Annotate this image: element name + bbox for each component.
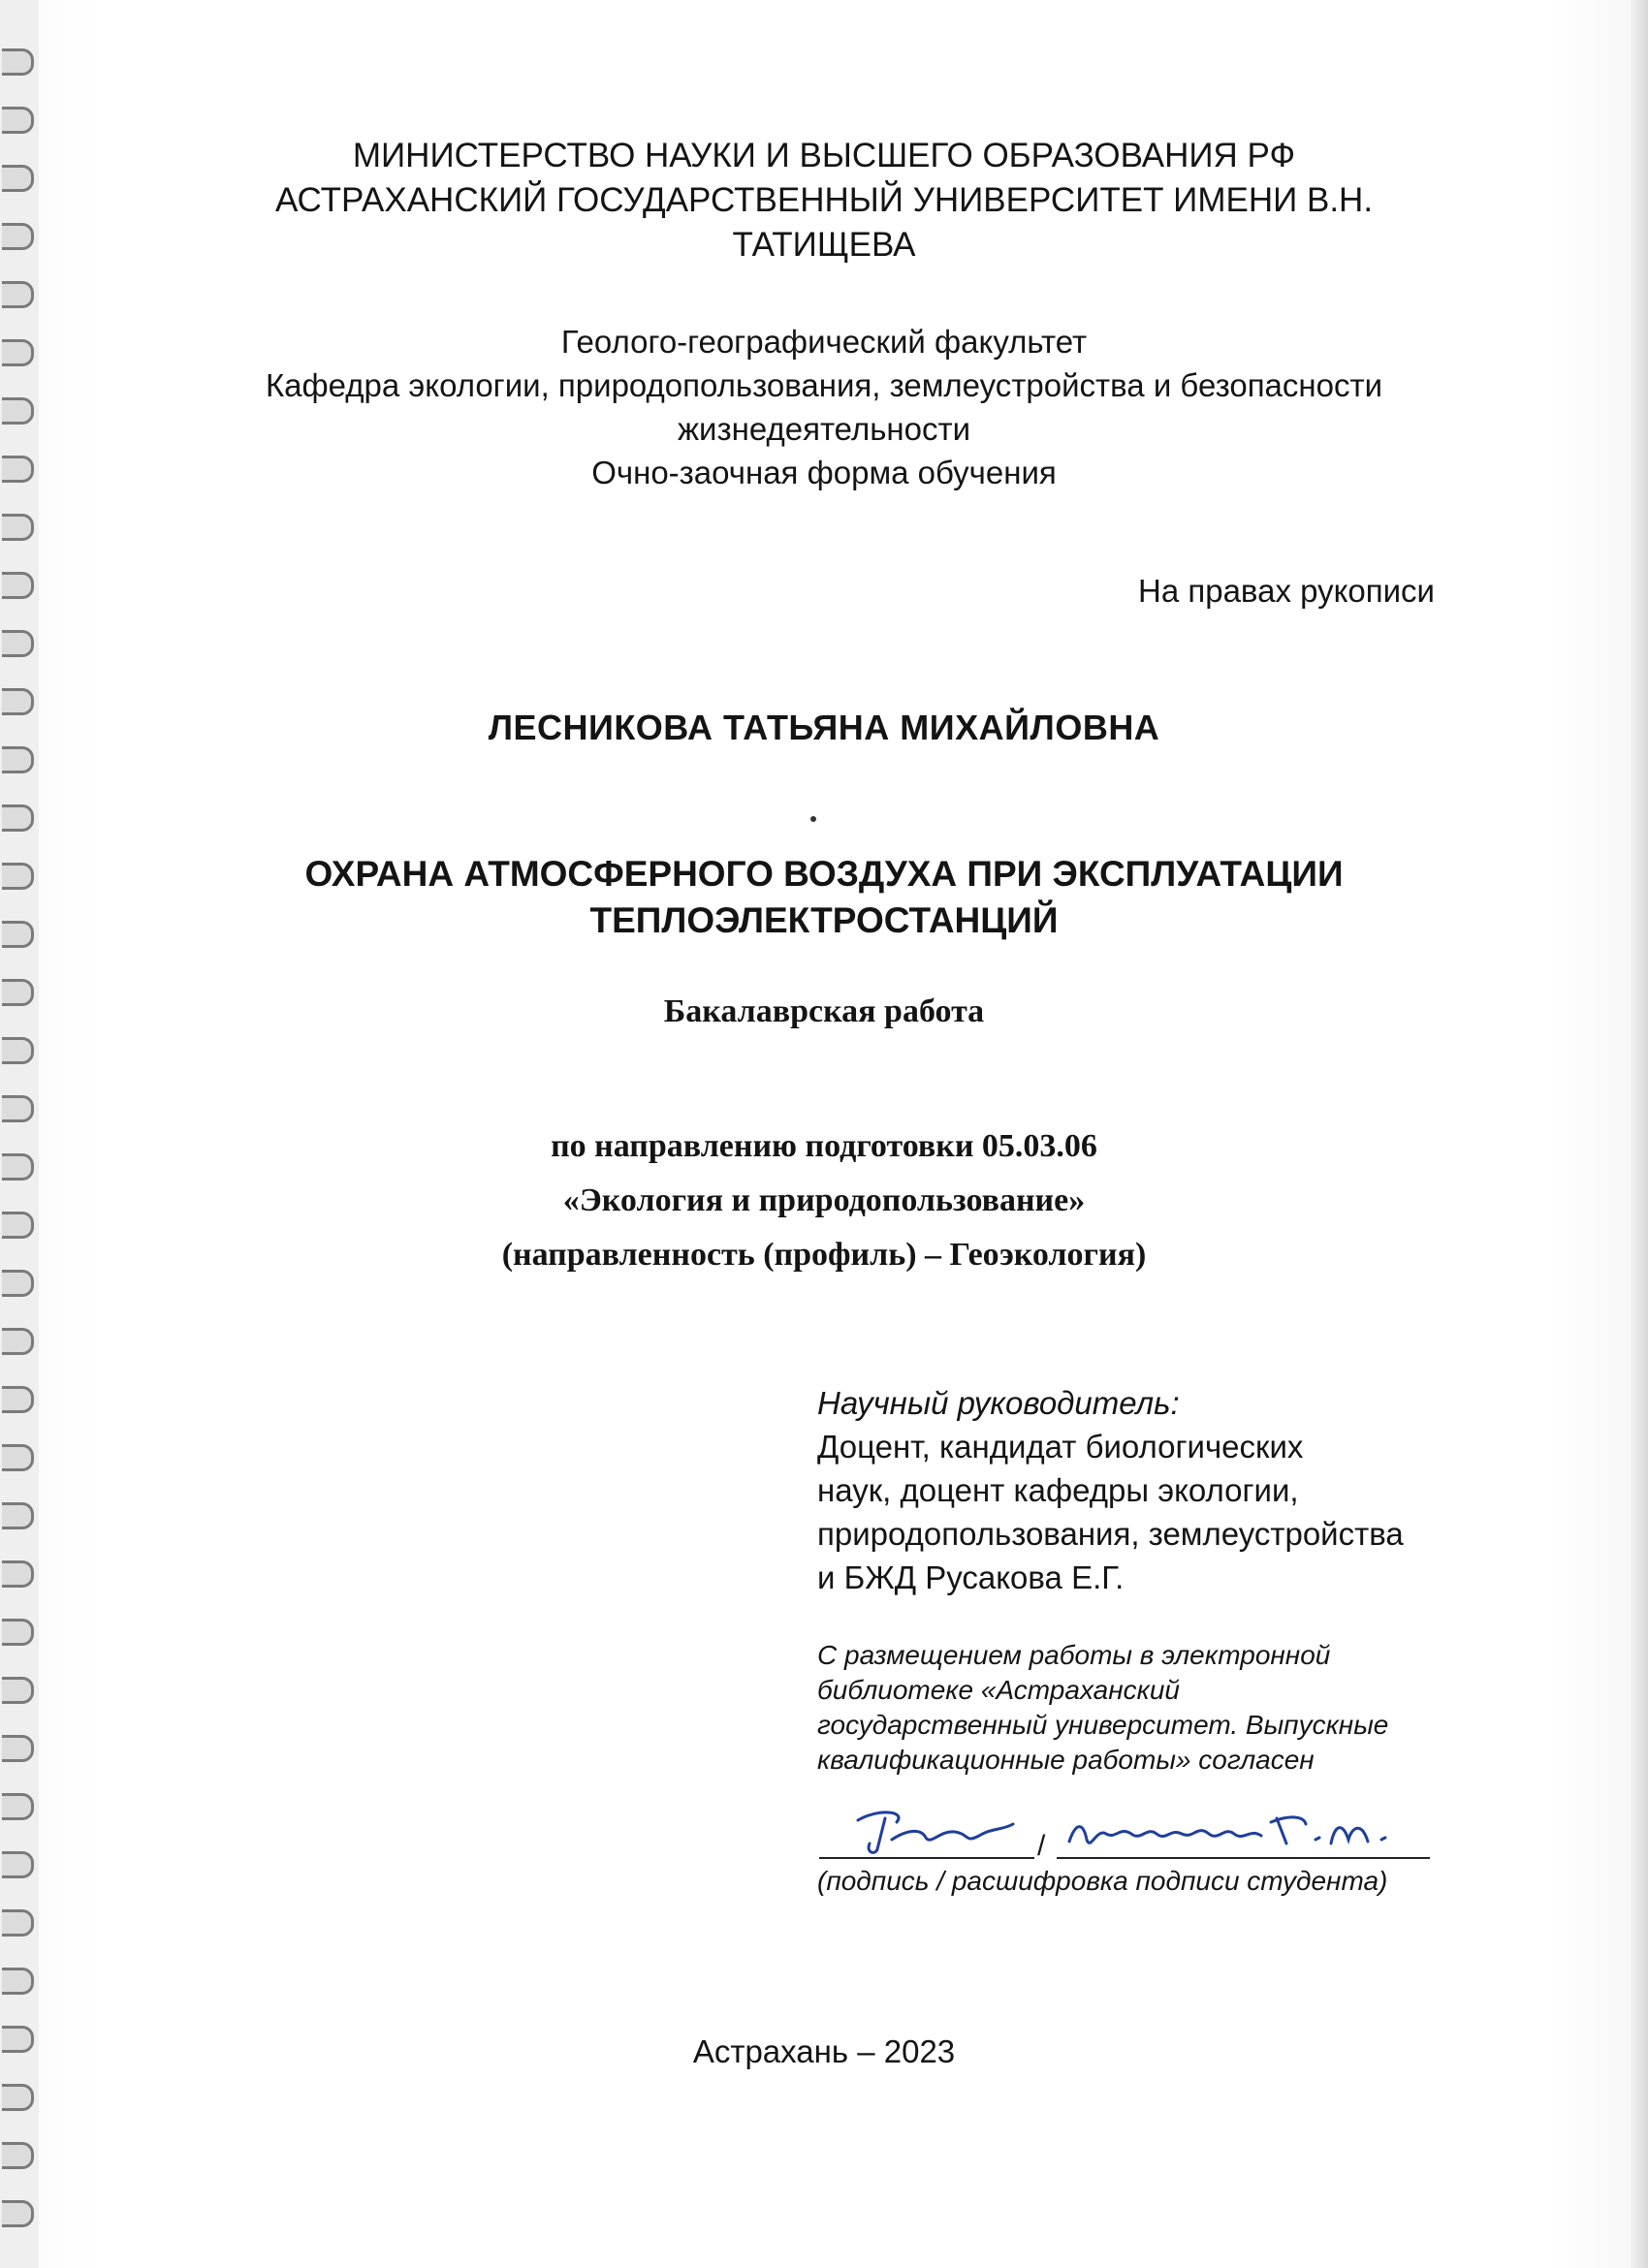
- binding-ring: [2, 921, 34, 948]
- faculty-name: Геолого-географический факультет: [560, 324, 1088, 360]
- thesis-title: [174, 851, 1474, 944]
- city-year: Астрахань – 2023: [692, 2033, 956, 2069]
- binding-ring: [2, 2026, 34, 2053]
- binding-ring: [2, 1444, 34, 1471]
- handwritten-signature: [848, 1801, 1023, 1857]
- stray-dot: [810, 816, 816, 822]
- department-line-1: Кафедра экологии, природопользования, землеустройства и безопасности: [265, 367, 1383, 403]
- binding-ring: [2, 2142, 34, 2169]
- handwritten-name: [1062, 1805, 1410, 1857]
- binding-ring: [2, 1502, 34, 1529]
- binding-ring: [2, 1153, 34, 1181]
- binding-ring: [2, 863, 34, 890]
- binding-ring: [2, 746, 34, 773]
- binding-ring: [2, 1793, 34, 1820]
- consent-line-4: квалификационные работы» согласен: [817, 1745, 1315, 1775]
- binding-ring: [2, 339, 34, 366]
- title-line-2: ТЕПЛОЭЛЕКТРОСТАНЦИЙ: [589, 900, 1059, 940]
- binding-ring: [2, 1619, 34, 1646]
- signature-decoding-line: [1057, 1857, 1430, 1859]
- binding-ring: [2, 223, 34, 250]
- binding-ring: [2, 979, 34, 1006]
- binding-ring: [2, 1851, 34, 1878]
- binding-ring: [2, 1212, 34, 1239]
- consent-line-1: С размещением работы в электронной: [817, 1640, 1331, 1670]
- supervisor-line-3: природопользования, землеустройства: [817, 1516, 1404, 1552]
- spiral-binding: [0, 0, 39, 2268]
- binding-ring: [2, 804, 34, 832]
- direction-line-2: «Экология и природопользование»: [562, 1182, 1086, 1218]
- binding-ring: [2, 630, 34, 657]
- direction-line-3: (направленность (профиль) – Геоэкология): [501, 1237, 1147, 1273]
- consent-block: [817, 1638, 1457, 1778]
- binding-ring: [2, 1677, 34, 1704]
- signature-line: [819, 1857, 1034, 1859]
- supervisor-line-2: наук, доцент кафедры экологии,: [817, 1472, 1299, 1508]
- signature-separator: /: [1037, 1830, 1046, 1862]
- consent-line-3: государственный университет. Выпускные: [817, 1710, 1389, 1740]
- binding-ring: [2, 1037, 34, 1064]
- supervisor-block: [817, 1381, 1457, 1599]
- page-edge: [1631, 0, 1648, 2268]
- direction-line-1: по направлению подготовки 05.03.06: [551, 1128, 1097, 1164]
- faculty-block: [174, 320, 1474, 494]
- binding-ring: [2, 1560, 34, 1588]
- binding-ring: [2, 1735, 34, 1762]
- signature-row: [819, 1801, 1430, 1862]
- binding-ring: [2, 1909, 34, 1937]
- binding-ring: [2, 514, 34, 541]
- consent-line-2: библиотеке «Астраханский: [817, 1675, 1180, 1705]
- binding-ring: [2, 1270, 34, 1297]
- binding-ring: [2, 2084, 34, 2111]
- binding-ring: [2, 165, 34, 192]
- department-line-2: жизнедеятельности: [677, 411, 971, 447]
- supervisor-line-4: и БЖД Русакова Е.Г.: [817, 1559, 1125, 1595]
- binding-ring: [2, 107, 34, 134]
- author-name: ЛЕСНИКОВА ТАТЬЯНА МИХАЙЛОВНА: [488, 708, 1160, 747]
- manuscript-note: На правах рукописи: [1138, 573, 1435, 609]
- binding-ring: [2, 2200, 34, 2227]
- binding-ring: [2, 456, 34, 483]
- binding-ring: [2, 48, 34, 76]
- binding-ring: [2, 572, 34, 599]
- study-form: Очно-заочная форма обучения: [591, 455, 1057, 490]
- binding-ring: [2, 1386, 34, 1413]
- binding-ring: [2, 281, 34, 308]
- supervisor-line-1: Доцент, кандидат биологических: [817, 1429, 1304, 1465]
- binding-ring: [2, 1095, 34, 1122]
- title-line-1: ОХРАНА АТМОСФЕРНОГО ВОЗДУХА ПРИ ЭКСПЛУАТАЦИИ: [304, 854, 1344, 894]
- study-direction: [174, 1119, 1474, 1282]
- supervisor-caption: Научный руководитель:: [817, 1385, 1180, 1421]
- work-type: Бакалаврская работа: [663, 993, 985, 1029]
- binding-ring: [2, 1328, 34, 1355]
- institution-header: [174, 134, 1474, 268]
- binding-ring: [2, 1968, 34, 1995]
- binding-ring: [2, 397, 34, 425]
- university-line-2: ТАТИЩЕВА: [732, 226, 916, 264]
- university-line-1: АСТРАХАНСКИЙ ГОСУДАРСТВЕННЫЙ УНИВЕРСИТЕТ ИМЕНИ В.Н.: [274, 181, 1374, 219]
- binding-ring: [2, 688, 34, 715]
- ministry-line: МИНИСТЕРСТВО НАУКИ И ВЫСШЕГО ОБРАЗОВАНИЯ РФ: [352, 137, 1296, 174]
- signature-caption: (подпись / расшифровка подписи студента): [817, 1866, 1388, 1896]
